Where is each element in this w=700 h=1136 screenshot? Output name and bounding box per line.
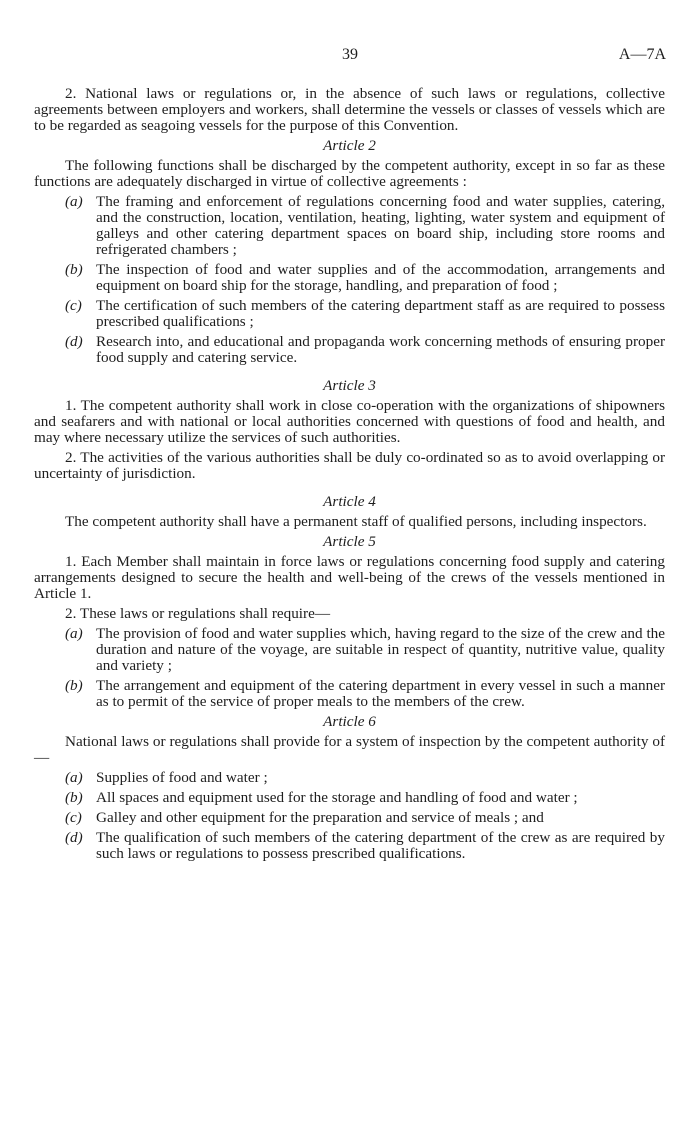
article-4-paragraph: The competent authority shall have a permanent staff of qualified persons, including inspectors. [65, 513, 647, 530]
article-5-heading: Article 5 [323, 533, 376, 550]
document-body [34, 86, 665, 862]
list-item [34, 810, 665, 826]
article-2-heading: Article 2 [323, 137, 376, 154]
list-item [34, 678, 665, 710]
list-item-text: The qualification of such members of the catering department of the crew as are required by such laws or regulations to possess prescribed qualifications. [96, 829, 665, 862]
article-3-heading: Article 3 [323, 377, 376, 394]
list-item-text: Supplies of food and water ; [96, 769, 268, 786]
list-marker: (a) [65, 193, 83, 210]
list-item-text: The arrangement and equipment of the catering department in every vessel in such a manner as to permit of the service of proper meals to the members of the crew. [96, 677, 665, 710]
article-3-paragraph-2: 2. The activities of the various authorities shall be duly co-ordinated so as to avoid overlapping or uncertainty of jurisdiction. [34, 449, 665, 482]
article-2-intro: The following functions shall be discharged by the competent authority, except in so far as these functions are adequately discharged in virtue of collective agreements : [34, 157, 665, 190]
list-marker: (b) [65, 677, 83, 694]
list-item [34, 194, 665, 258]
article-6-list [34, 770, 665, 862]
list-marker: (a) [65, 625, 83, 642]
list-marker: (c) [65, 809, 82, 826]
list-item-text: Research into, and educational and propaganda work concerning methods of ensuring proper food supply and catering service. [96, 333, 665, 366]
list-item [34, 770, 665, 786]
article-1-paragraph-2: 2. National laws or regulations or, in the absence of such laws or regulations, collective agreements between employers and workers, shall determine the vessels or classes of vessels which are to be regarded as seagoing vessels for the purpose of this Convention. [34, 85, 665, 134]
list-item [34, 262, 665, 294]
list-marker: (a) [65, 769, 83, 786]
list-marker: (d) [65, 333, 83, 350]
article-5-paragraph-2: 2. These laws or regulations shall require— [65, 605, 331, 622]
list-item-text: All spaces and equipment used for the storage and handling of food and water ; [96, 789, 578, 806]
document-reference: A—7A [618, 46, 666, 63]
article-6-intro: National laws or regulations shall provide for a system of inspection by the competent authority of— [34, 733, 665, 766]
list-marker: (c) [65, 297, 82, 314]
article-4-heading: Article 4 [323, 493, 376, 510]
list-item-text: The framing and enforcement of regulations concerning food and water supplies, catering, and the construction, location, ventilation, heating, lighting, water system and equipment of galleys and other catering department spaces on board ship, including store rooms and refrigerated chambers ; [96, 193, 665, 258]
list-item-text: Galley and other equipment for the preparation and service of meals ; and [96, 809, 544, 826]
article-5-paragraph-1: 1. Each Member shall maintain in force laws or regulations concerning food supply and catering arrangements designed to secure the health and well-being of the crews of the vessels mentioned in Article 1. [34, 553, 665, 602]
article-6-heading: Article 6 [323, 713, 376, 730]
article-3-paragraph-1: 1. The competent authority shall work in close co-operation with the organizations of shipowners and seafarers and with national or local authorities concerned with questions of food and health, and may where necessary utilize the services of such authorities. [34, 397, 665, 446]
list-item [34, 334, 665, 366]
article-2-list [34, 194, 665, 366]
list-item [34, 790, 665, 806]
list-item-text: The inspection of food and water supplies and of the accommodation, arrangements and equipment on board ship for the storage, handling, and preparation of food ; [96, 261, 665, 294]
list-item [34, 626, 665, 674]
article-5-list [34, 626, 665, 710]
list-marker: (d) [65, 829, 83, 846]
list-item-text: The certification of such members of the catering department staff as are required to possess prescribed qualifications ; [96, 297, 665, 330]
list-marker: (b) [65, 789, 83, 806]
list-item [34, 830, 665, 862]
list-item-text: The provision of food and water supplies which, having regard to the size of the crew and the duration and nature of the voyage, are suitable in respect of quantity, nutritive value, quality and variety ; [96, 625, 665, 674]
page-number: 39 [342, 46, 358, 63]
list-marker: (b) [65, 261, 83, 278]
list-item [34, 298, 665, 330]
